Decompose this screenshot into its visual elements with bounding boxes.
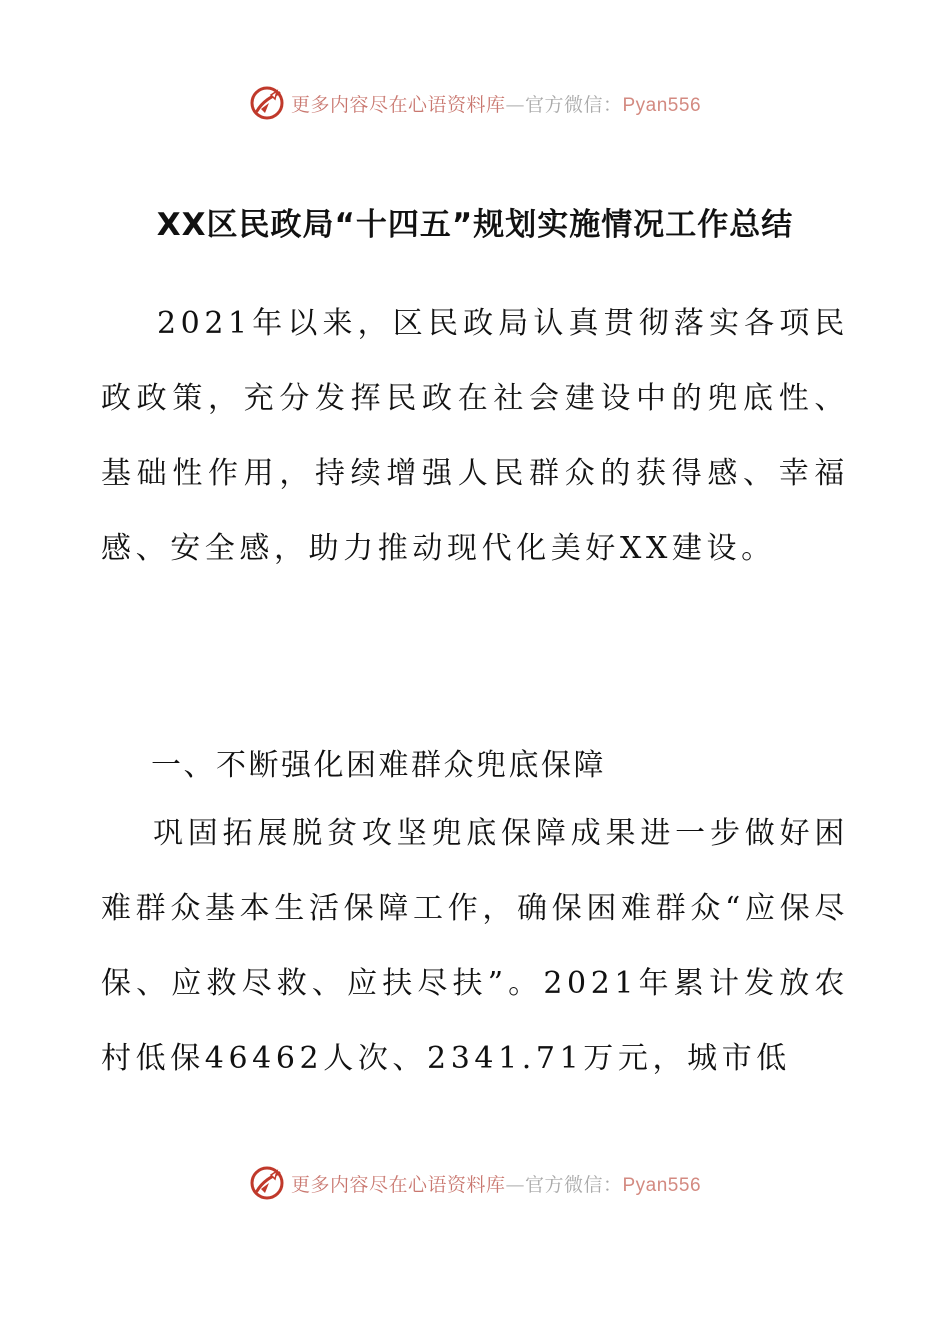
banner-wechat-id: Pyan556 xyxy=(622,1174,702,1196)
section-heading: 一、不断强化困难群众兜底保障 xyxy=(151,748,606,783)
document-title: XX区民政局“十四五”规划实施情况工作总结 xyxy=(156,207,794,243)
banner-separator: — xyxy=(505,1173,525,1196)
section-paragraph: 巩固拓展脱贫攻坚兜底保障成果进一步做好困难群众基本生活保障工作，确保困难群众“应保尽保、应救尽救、应扶尽扶”。2021年累计发放农村低保46462人次、2341.71万元，城市低 xyxy=(101,816,849,1076)
banner-wechat-id: Pyan556 xyxy=(622,94,702,116)
footer-watermark-content xyxy=(249,1165,701,1201)
intro-paragraph: 2021年以来，区民政局认真贯彻落实各项民政政策，充分发挥民政在社会建设中的兜底性、基础性作用，持续增强人民群众的获得感、幸福感、安全感，助力推动现代化美好XX建设。 xyxy=(101,306,849,566)
logo-icon xyxy=(249,85,285,121)
logo-icon xyxy=(249,1165,285,1201)
banner-official-label: 官方微信： xyxy=(524,1173,623,1196)
footer-watermark-banner xyxy=(0,1158,950,1208)
banner-library-text: 更多内容尽在心语资料库 xyxy=(290,93,506,116)
header-watermark-content xyxy=(249,85,701,121)
header-watermark-text xyxy=(291,90,701,117)
banner-separator: — xyxy=(505,93,525,116)
header-watermark-banner xyxy=(0,78,950,128)
footer-watermark-text xyxy=(291,1170,701,1197)
banner-library-text: 更多内容尽在心语资料库 xyxy=(290,1173,506,1196)
banner-official-label: 官方微信： xyxy=(524,93,623,116)
